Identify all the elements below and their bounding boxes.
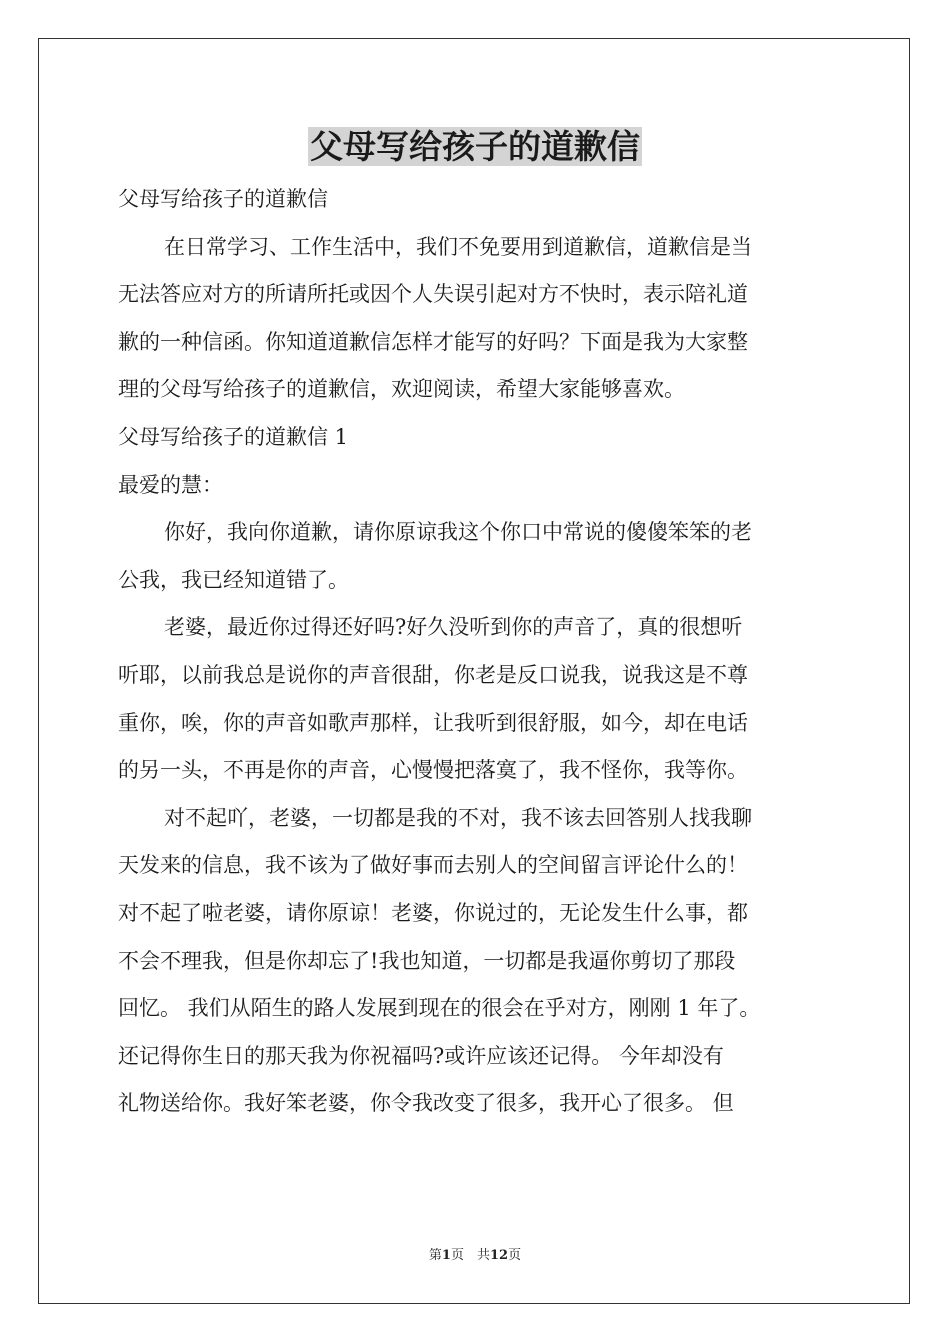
document-title-text: 父母写给孩子的道歉信 <box>310 127 640 166</box>
body-line: 听耶，以前我总是说你的声音很甜，你老是反口说我，说我这是不尊 <box>118 662 748 687</box>
body-line: 理的父母写给孩子的道歉信，欢迎阅读，希望大家能够喜欢。 <box>118 377 685 402</box>
footer-suffix: 页 <box>508 1248 522 1263</box>
body-line: 父母写给孩子的道歉信 <box>118 187 328 211</box>
footer-mid: 页 共 <box>450 1248 490 1263</box>
body-line: 你好，我向你道歉，请你原谅我这个你口中常说的傻傻笨笨的老 <box>164 520 752 545</box>
body-line: 在日常学习、工作生活中，我们不免要用到道歉信，道歉信是当 <box>164 234 752 259</box>
body-line: 不会不理我，但是你却忘了!我也知道，一切都是我逼你剪切了那段 <box>118 948 736 973</box>
body-line: 回忆。 我们从陌生的路人发展到现在的很会在乎对方，刚刚 1 年了。 <box>118 996 761 1021</box>
body-line: 歉的一种信函。你知道道歉信怎样才能写的好吗？下面是我为大家整 <box>118 329 748 354</box>
body-line: 还记得你生日的那天我为你祝福吗?或许应该还记得。 今年却没有 <box>118 1043 724 1068</box>
footer-page-total: 12 <box>489 1248 509 1263</box>
footer-prefix: 第 <box>428 1248 442 1263</box>
body-line: 对不起了啦老婆，请你原谅！老婆，你说过的，无论发生什么事，都 <box>118 900 748 925</box>
body-line: 最爱的慧： <box>118 472 223 497</box>
body-line: 对不起吖，老婆，一切都是我的不对，我不该去回答别人找我聊 <box>164 805 752 830</box>
body-line: 无法答应对方的所请所托或因个人失误引起对方不快时，表示陪礼道 <box>118 282 748 307</box>
footer-page-current: 1 <box>441 1248 451 1263</box>
page-footer <box>0 1247 950 1265</box>
body-line: 礼物送给你。我好笨老婆，你令我改变了很多，我开心了很多。 但 <box>118 1091 734 1116</box>
body-line: 老婆，最近你过得还好吗?好久没听到你的声音了，真的很想听 <box>164 615 743 640</box>
body-line: 的另一头，不再是你的声音，心慢慢把落寞了，我不怪你，我等你。 <box>118 758 748 783</box>
body-line: 重你，唉，你的声音如歌声那样，让我听到很舒服，如今，却在电话 <box>118 710 748 735</box>
body-line: 天发来的信息，我不该为了做好事而去别人的空间留言评论什么的！ <box>118 853 748 878</box>
body-line: 父母写给孩子的道歉信 1 <box>118 424 349 449</box>
body-line: 公我，我已经知道错了。 <box>118 567 349 592</box>
document-title <box>0 124 950 170</box>
document-body <box>118 176 834 1128</box>
